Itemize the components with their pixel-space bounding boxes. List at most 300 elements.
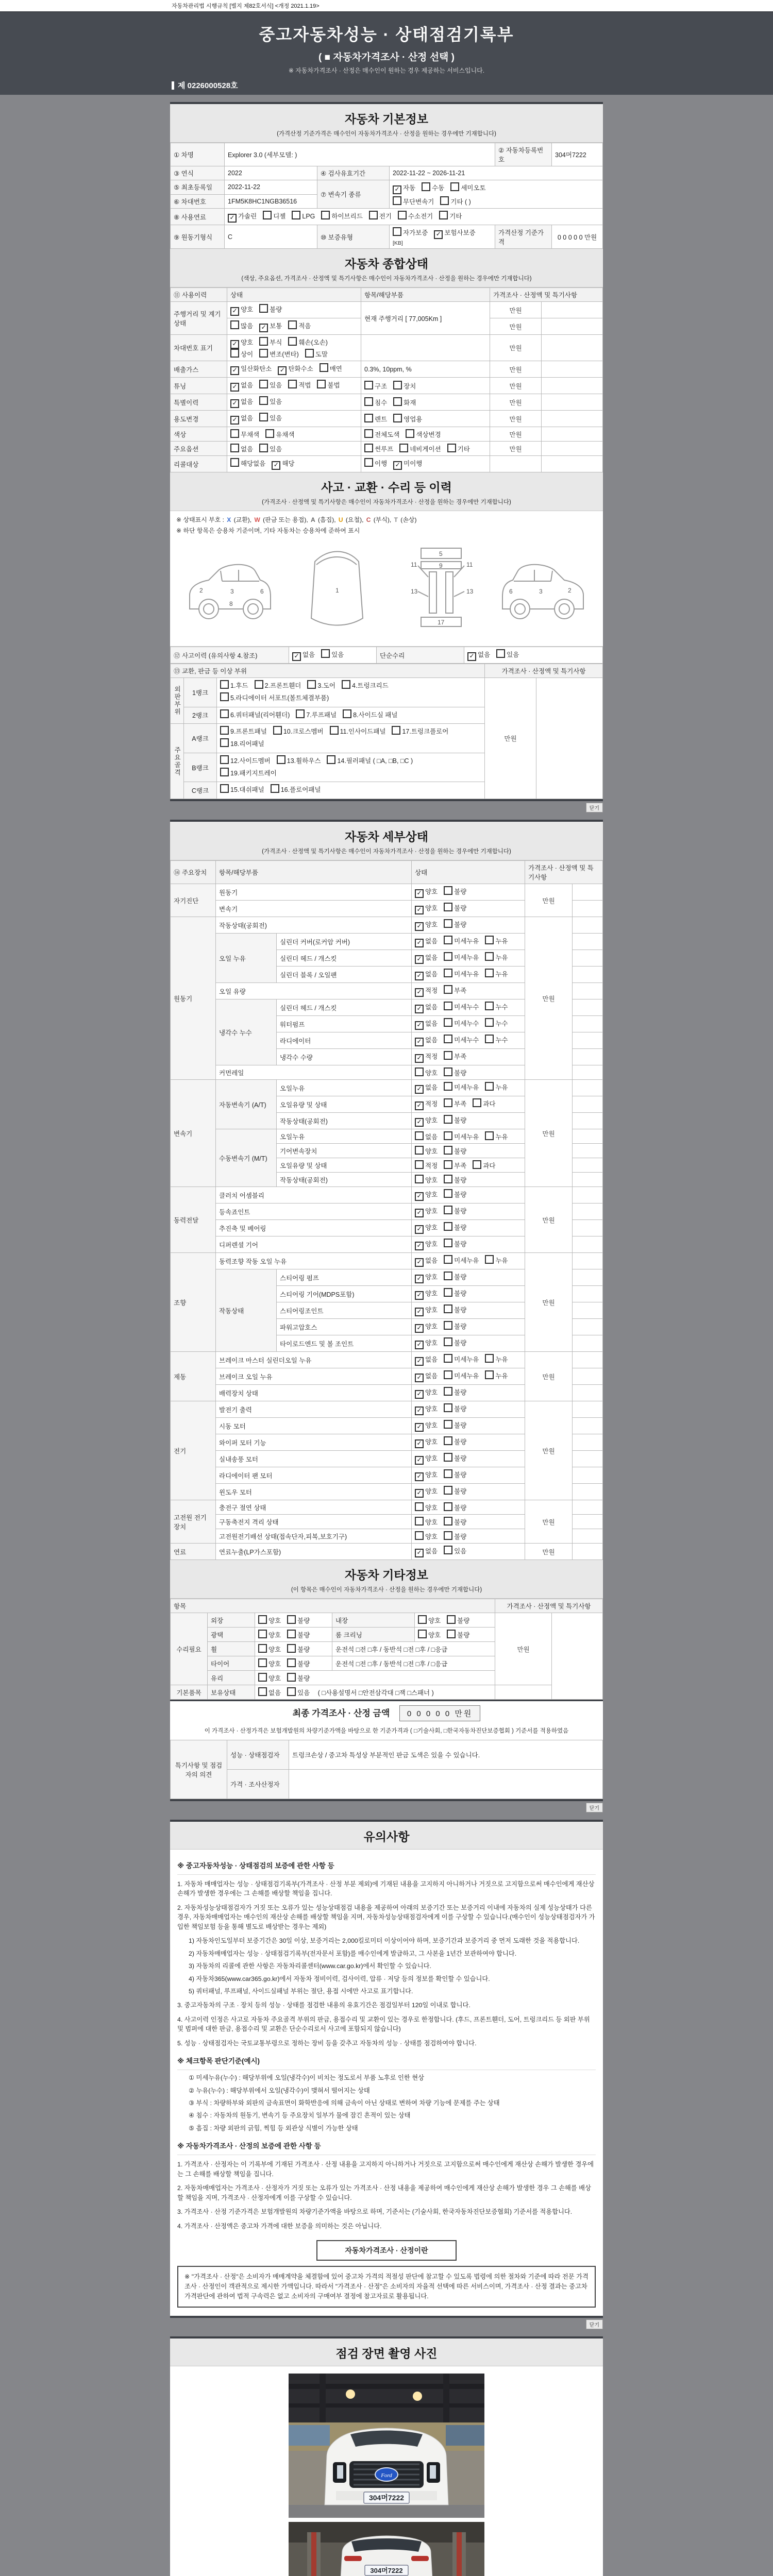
- option-label: 불량: [454, 905, 467, 912]
- notice-s: 1) 자동차인도일부터 보증기간은 30일 이상, 보증거리는 2,000킬로미터 이상이어야 하며, 보증기간과 보증거리 중 먼저 도래한 것을 적용합니다.: [189, 1937, 580, 1945]
- option-label: 미세누유: [454, 1133, 479, 1141]
- checkbox-icon: [444, 886, 452, 895]
- note-cell: [573, 1049, 603, 1065]
- state-cell: [412, 1319, 525, 1335]
- checkbox-icon: [320, 363, 328, 372]
- inspection-photo-front: [289, 2374, 484, 2518]
- option-label: 침수: [375, 399, 388, 406]
- notice-s: ② 누유(누수) : 해당부위에서 오일(냉각수)이 맺혀서 떨어지는 상태: [189, 2087, 370, 2094]
- checkbox-icon: ✓: [415, 1192, 424, 1201]
- close-button[interactable]: 닫기: [586, 803, 603, 812]
- checkbox-icon: [415, 1502, 424, 1511]
- option-유채색: [265, 431, 294, 438]
- part-option: [343, 711, 397, 719]
- option-불량: [444, 1438, 466, 1446]
- detail-row: [171, 917, 603, 934]
- checkbox-icon: [258, 1630, 267, 1638]
- state-cell: [227, 394, 361, 411]
- note-cell: [573, 1544, 603, 1560]
- option-불량: [444, 1323, 466, 1330]
- option-label: 보통: [270, 323, 282, 330]
- column-header: ⑪ 사용이력: [171, 288, 227, 302]
- option-label: 누수: [495, 1037, 508, 1044]
- state-cell: [412, 1335, 525, 1352]
- row-label: 리콜대상: [171, 456, 227, 472]
- option-label: 불량: [454, 1290, 467, 1297]
- option-label: 불량: [297, 1632, 310, 1639]
- svg-text:5: 5: [439, 550, 443, 557]
- option-label: 매연: [329, 365, 342, 372]
- checkbox-icon: [444, 1337, 452, 1346]
- state-cell: [412, 1187, 525, 1204]
- option-label: 양호: [268, 1660, 281, 1668]
- checkbox-icon: ✓: [228, 214, 237, 223]
- rank-label: C랭크: [184, 782, 217, 799]
- option-label: 불량: [270, 306, 282, 313]
- option-label: 없음: [425, 954, 438, 961]
- checkbox-icon: [439, 211, 448, 219]
- price-cell: 만원: [490, 378, 542, 394]
- note-cell: [573, 1515, 603, 1529]
- option-보험사보증: [434, 229, 475, 236]
- option-없음: [415, 954, 438, 961]
- item-label: 실린더 헤드 / 개스킷: [277, 950, 412, 967]
- option-양호: [415, 1117, 438, 1124]
- option-양호: [415, 1148, 438, 1155]
- part-option: [220, 740, 264, 748]
- subgroup-label: 작동상태: [216, 1269, 277, 1352]
- detail-row: [171, 884, 603, 901]
- row-label: 주요옵션: [171, 442, 227, 456]
- option-label: 없음: [478, 651, 491, 658]
- tire-detail: 운전석 □전 □후 / 동반석 □전 □후 / □응급: [332, 1656, 495, 1671]
- checkbox-icon: [258, 1673, 267, 1682]
- part-label: 2.프론트휀더: [264, 682, 301, 689]
- option-label: 불량: [457, 1617, 470, 1624]
- svg-text:1: 1: [335, 587, 339, 594]
- checkbox-icon: ✓: [415, 1390, 424, 1399]
- option-미세누수: [444, 1037, 479, 1044]
- notice-s: ① 미세누유(누수) : 해당부위에 오일(냉각수)이 비치는 정도로서 부품 노후로 인한 현상: [189, 2074, 424, 2082]
- option-label: 미세누수: [454, 1037, 479, 1044]
- item-cell: [361, 427, 490, 442]
- state-cell: [412, 1544, 525, 1560]
- checkbox-icon: [444, 1002, 452, 1010]
- option-label: 양호: [425, 1519, 438, 1526]
- car-diagram-hood-icon: [287, 541, 382, 639]
- column-header: 항목/해당부품: [361, 288, 490, 302]
- section-etc: [170, 1560, 603, 1599]
- state-cell: [412, 1204, 525, 1220]
- option-불량: [444, 1455, 466, 1462]
- keep-state-checks: 없음 있음 ( □사용설명서 □안전삼각대 □잭 □스패너 ): [255, 1685, 495, 1700]
- note-cell: [573, 1451, 603, 1467]
- checkbox-icon: [288, 320, 297, 329]
- item-cell: [361, 335, 490, 361]
- checkbox-icon: [444, 1403, 452, 1412]
- rank-items: [217, 707, 485, 724]
- option-불량: [444, 1224, 466, 1231]
- price-cell: 만원: [490, 335, 542, 361]
- note-cell: [573, 1096, 603, 1113]
- column-header: 가격조사 · 산정액 및 특기사항: [525, 861, 603, 884]
- checkbox-icon: [230, 349, 239, 358]
- checkbox-icon: [220, 755, 229, 764]
- option-양호: [415, 1323, 438, 1330]
- option-전체도색: [364, 431, 399, 438]
- checkbox-icon: ✓: [415, 1291, 424, 1300]
- checkbox-icon: ✓: [415, 1472, 424, 1481]
- checkbox-icon: ✓: [278, 366, 287, 375]
- part-option: [342, 682, 389, 689]
- state-cell: [412, 1451, 525, 1467]
- checkbox-icon: ✓: [415, 939, 424, 947]
- note-cell: [542, 442, 603, 456]
- svg-text:17: 17: [438, 619, 445, 626]
- section-notice: [170, 1822, 603, 1850]
- year-label: ③ 연식: [171, 166, 225, 180]
- state-cell: [227, 361, 361, 378]
- option-양호: [415, 1455, 438, 1462]
- option-label: 양호: [425, 1405, 438, 1413]
- option-label: 없음: [425, 1084, 438, 1091]
- note-cell: [573, 1286, 603, 1302]
- checkbox-icon: [364, 429, 373, 438]
- checkbox-icon: [220, 726, 229, 735]
- row-label: 용도변경: [171, 411, 227, 427]
- legend-code-U: U: [338, 516, 343, 523]
- option-불량: [447, 1617, 469, 1624]
- option-label: 불량: [297, 1675, 310, 1682]
- option-label: 부식: [270, 339, 282, 346]
- option-양호: [415, 1389, 438, 1396]
- option-label: 이행: [375, 460, 388, 467]
- legend-label: (판금 또는 용접),: [261, 516, 310, 523]
- subgroup-label: 냉각수 누수: [216, 999, 277, 1065]
- section-accident: [170, 472, 603, 511]
- option-label: 적법: [298, 382, 311, 389]
- checkbox-icon: [444, 1272, 452, 1280]
- option-label: 불량: [454, 1241, 467, 1248]
- option-label: 없음: [425, 1004, 438, 1011]
- overall-condition-table: [170, 287, 603, 472]
- option-미세누유: [444, 1372, 479, 1380]
- option-없음: [415, 1372, 438, 1380]
- option-누유: [485, 1084, 508, 1091]
- checkbox-icon: [321, 649, 330, 658]
- item-label: 동력조향 작동 오일 누유: [216, 1253, 412, 1269]
- option-label: 누유: [495, 1133, 508, 1141]
- item-label: 라디에이터 팬 모터: [216, 1467, 412, 1484]
- close-button[interactable]: 닫기: [586, 2319, 603, 2329]
- item-label: 등속죠인트: [216, 1204, 412, 1220]
- note-cell: [573, 1016, 603, 1032]
- page-subtitle-note: ※ 자동차가격조사 · 산정은 매수인이 원하는 경우 제공하는 서비스입니다.: [288, 67, 485, 74]
- option-불량: [287, 1632, 310, 1639]
- inspector-label: 성능 · 상태점검자: [227, 1740, 289, 1770]
- checkbox-icon: [259, 413, 268, 421]
- subgroup-label: 오일 누유: [216, 934, 277, 983]
- note-cell: [573, 1158, 603, 1173]
- state-cell: [412, 1253, 525, 1269]
- detail-row: [171, 1253, 603, 1269]
- option-미세누유: [444, 954, 479, 961]
- option-없음: [292, 651, 315, 658]
- checkbox-icon: ✓: [415, 1242, 424, 1250]
- option-label: 양호: [425, 921, 438, 928]
- option-label: 색상변경: [416, 431, 441, 438]
- option-label: 불량: [454, 1533, 467, 1540]
- state-cell: [227, 302, 361, 318]
- fuel-options: [225, 209, 603, 225]
- checkbox-icon: [230, 458, 239, 467]
- item-cell: [361, 394, 490, 411]
- notice-h: ※ 체크항목 판단기준(예시): [177, 2055, 596, 2070]
- part-option: [277, 757, 321, 765]
- simple-repair-checks: [464, 647, 603, 664]
- rank-items: [217, 678, 485, 707]
- checkbox-icon: ✓: [415, 1005, 424, 1013]
- option-네비게이션: [399, 446, 441, 453]
- state-cell: [412, 917, 525, 934]
- state-cell: [412, 950, 525, 967]
- option-양호: [415, 1208, 438, 1215]
- option-label: 해당: [282, 460, 295, 467]
- option-label: 불량: [297, 1660, 310, 1668]
- option-보통: [259, 323, 282, 330]
- checkbox-icon: [393, 397, 402, 406]
- option-양호: [415, 888, 438, 895]
- checkbox-icon: [259, 396, 268, 405]
- section-subtitle: (색상, 주요옵션, 가격조사 · 산정액 및 특기사항은 매수인이 자동차가격조사 · 산정을 원하는 경우에만 기재합니다): [241, 276, 532, 282]
- note-cell: [573, 1144, 603, 1158]
- device-label: 원동기: [171, 917, 216, 1080]
- item-label: 구동축전지 격리 상태: [216, 1515, 412, 1529]
- page-subtitle: ( ■ 자동차가격조사 · 산정 선택 ): [318, 52, 455, 63]
- option-양호: [415, 1241, 438, 1248]
- option-무채색: [230, 431, 259, 438]
- first-reg-value: 2022-11-22: [225, 180, 317, 195]
- price-cell: 만원: [490, 427, 542, 442]
- note-cell: [573, 1302, 603, 1319]
- inspection-value: 2022-11-22 ~ 2026-11-21: [390, 166, 603, 180]
- option-양호: [415, 1340, 438, 1347]
- legend-label: (부식),: [372, 516, 393, 523]
- option-부족: [444, 1162, 466, 1170]
- item-label: 디퍼렌셜 기어: [216, 1236, 412, 1253]
- checkbox-icon: [418, 1615, 427, 1624]
- title-band: [0, 12, 773, 95]
- option-있음: [287, 1689, 310, 1697]
- option-불량: [444, 1191, 466, 1198]
- option-불량: [444, 1148, 466, 1155]
- checkbox-icon: ✓: [259, 324, 268, 332]
- glass-label: 유리: [208, 1671, 255, 1685]
- option-적음: [288, 323, 311, 330]
- notice-n: 3. 가격조사 · 산정 기준가격은 보험개발원의 차량기준가액을 바탕으로 하며, 기준서는 (기술사회, 한국자동차진단보증협회) 기준서를 적용합니다.: [177, 2208, 573, 2216]
- state-cell: [412, 1173, 525, 1187]
- option-불량: [444, 1422, 466, 1429]
- checkbox-icon: [265, 429, 274, 438]
- state-cell: [412, 1065, 525, 1080]
- part-option: [220, 694, 329, 702]
- state-cell: [412, 1529, 525, 1544]
- price-cell: 만원: [490, 302, 542, 318]
- checkbox-icon: [415, 1531, 424, 1540]
- checkbox-icon: ✓: [415, 1324, 424, 1333]
- option-label: 가솔린: [238, 213, 257, 220]
- checkbox-icon: [393, 196, 401, 205]
- option-label: 과다: [483, 1162, 496, 1170]
- item-label: 냉각수 수량: [277, 1049, 412, 1065]
- checkbox-icon: ✓: [415, 1225, 424, 1234]
- state-cell: [412, 1049, 525, 1065]
- checkbox-icon: [444, 1531, 452, 1540]
- option-label: 수동: [432, 184, 445, 192]
- option-label: 양호: [268, 1675, 281, 1682]
- checkbox-icon: [496, 649, 505, 658]
- option-label: 불량: [454, 1323, 467, 1330]
- item-label: 실내송풍 모터: [216, 1451, 412, 1467]
- checkbox-icon: [364, 397, 373, 406]
- option-label: 유채색: [276, 431, 295, 438]
- option-불량: [287, 1646, 310, 1653]
- option-불량: [444, 1389, 466, 1396]
- item-label: 변속기: [216, 901, 412, 917]
- option-label: 보험사보증: [444, 229, 476, 236]
- year-value: 2022: [225, 166, 317, 180]
- state-cell: [412, 1158, 525, 1173]
- rank-label: 1랭크: [184, 678, 217, 707]
- section-subtitle: (가격산정 기준가격은 매수인이 자동차가격조사 · 산정을 원하는 경우에만 기재합니다): [277, 131, 496, 137]
- notice-n: 5. 성능 · 상태점검자는 국토교통부령으로 정하는 장비 등을 갖추고 자동차의 성능 · 상태를 점검하여야 합니다.: [177, 2039, 477, 2047]
- option-label: 있음: [270, 382, 282, 389]
- inspection-photo-rear-lift: [289, 2522, 484, 2576]
- option-label: 기타 ( ): [450, 198, 471, 206]
- legend-label: (요철),: [344, 516, 365, 523]
- svg-text:8: 8: [229, 600, 233, 607]
- option-불량: [444, 1533, 466, 1540]
- legend-label: (손상): [398, 516, 417, 523]
- option-label: 양호: [425, 1177, 438, 1184]
- checkbox-icon: [343, 709, 351, 718]
- notice-btn: 자동차가격조사 · 산정이란: [316, 2240, 457, 2261]
- note-cell: [573, 1368, 603, 1385]
- option-label: 장치: [404, 383, 416, 390]
- item-label: 발전기 출력: [216, 1401, 412, 1418]
- option-label: 하이브리드: [331, 213, 363, 220]
- option-label: 양호: [425, 1224, 438, 1231]
- accident-history-checks: [289, 647, 377, 664]
- section-title: 유의사항: [363, 1830, 410, 1843]
- checkbox-icon: [444, 1131, 452, 1140]
- checkbox-icon: [259, 444, 268, 452]
- option-label: 무단변속기: [403, 198, 434, 206]
- option-불량: [444, 1504, 466, 1512]
- option-없음: [230, 446, 253, 453]
- device-label: 제동: [171, 1352, 216, 1401]
- wheel-label: 휠: [208, 1642, 255, 1656]
- option-label: 없음: [303, 651, 315, 658]
- option-도말: [305, 351, 328, 358]
- note-cell: [573, 1065, 603, 1080]
- part-option: [327, 757, 413, 765]
- device-label: 전기: [171, 1401, 216, 1500]
- option-하이브리드: [321, 213, 362, 220]
- option-양호: [415, 1533, 438, 1540]
- checkbox-icon: [485, 1131, 494, 1140]
- checkbox-icon: [230, 429, 239, 438]
- section-title: 자동차 세부상태: [345, 830, 428, 843]
- state-cell: [412, 1401, 525, 1418]
- note-cell: [542, 302, 603, 318]
- checkbox-icon: [271, 784, 279, 793]
- column-header: 가격조사 · 산정액 및 특기사항: [490, 288, 603, 302]
- subgroup-label: 자동변속기 (A/T): [216, 1080, 277, 1129]
- part-option: [220, 728, 267, 735]
- option-매연: [320, 365, 342, 372]
- notice-h: ※ 중고자동차성능 · 상태점검의 보증에 관한 사항 등: [177, 1860, 596, 1875]
- checkbox-icon: [444, 919, 452, 928]
- checkbox-icon: [444, 1082, 452, 1091]
- close-button[interactable]: 닫기: [586, 1803, 603, 1812]
- option-label: 양호: [428, 1632, 441, 1639]
- option-label: 누유: [495, 1084, 508, 1091]
- room-cleaning-checks: [415, 1628, 495, 1642]
- option-누유: [485, 938, 508, 945]
- section-detail: [170, 822, 603, 860]
- checkbox-icon: [450, 182, 459, 191]
- docno-bar-icon: [172, 81, 174, 90]
- state-cell: [227, 318, 361, 335]
- wheel-checks: [255, 1642, 332, 1656]
- option-기타: [447, 446, 470, 453]
- price-cell: 만원: [490, 442, 542, 456]
- car-name-label: ① 차명: [171, 143, 225, 166]
- svg-text:2: 2: [199, 587, 203, 594]
- option-양호: [415, 1438, 438, 1446]
- option-양호: [418, 1617, 441, 1624]
- detail-header-row: [171, 861, 603, 884]
- price-cell: 만원: [525, 917, 573, 1080]
- rank-row: [171, 678, 603, 707]
- note-cell: [573, 1173, 603, 1187]
- overall-row: [171, 302, 603, 318]
- checkbox-icon: ✓: [415, 1118, 424, 1127]
- checkbox-icon: [415, 1517, 424, 1526]
- option-미세누유: [444, 1084, 479, 1091]
- exterior-label: 외장: [208, 1613, 255, 1628]
- state-code-legend: ※ 상태표시 부호 : X (교환), W (판금 또는 용접), A (흠집), U (요철), C (부식), T (손상) ※ 하단 항목은 승용차 기준이며, 기타 자동차는 승용차에 준하여 표시: [170, 511, 603, 536]
- price-cell: 만원: [525, 1080, 573, 1187]
- option-label: 부족: [454, 1162, 467, 1170]
- option-불량: [259, 306, 282, 313]
- option-label: 없음: [425, 1020, 438, 1027]
- state-cell: [227, 442, 361, 456]
- notice-s: ⑤ 흠집 : 차량 외판의 긁힘, 찍힘 등 외관상 식별이 가능한 상태: [189, 2124, 358, 2132]
- option-label: 부족: [454, 1053, 467, 1060]
- interior-label: 내장: [332, 1613, 415, 1628]
- note-cell: [573, 1484, 603, 1500]
- option-label: 적정: [425, 1053, 438, 1060]
- checkbox-icon: [292, 211, 300, 219]
- item-label: 커먼레일: [216, 1065, 412, 1080]
- notice-s: ④ 침수 : 자동차의 원동기, 변속기 등 주요장치 일부가 물에 잠긴 흔적이 있는 상태: [189, 2112, 411, 2120]
- checkbox-icon: [444, 1051, 452, 1060]
- part-option: [296, 711, 337, 719]
- section-overall: [170, 249, 603, 287]
- option-label: 미세누유: [454, 954, 479, 961]
